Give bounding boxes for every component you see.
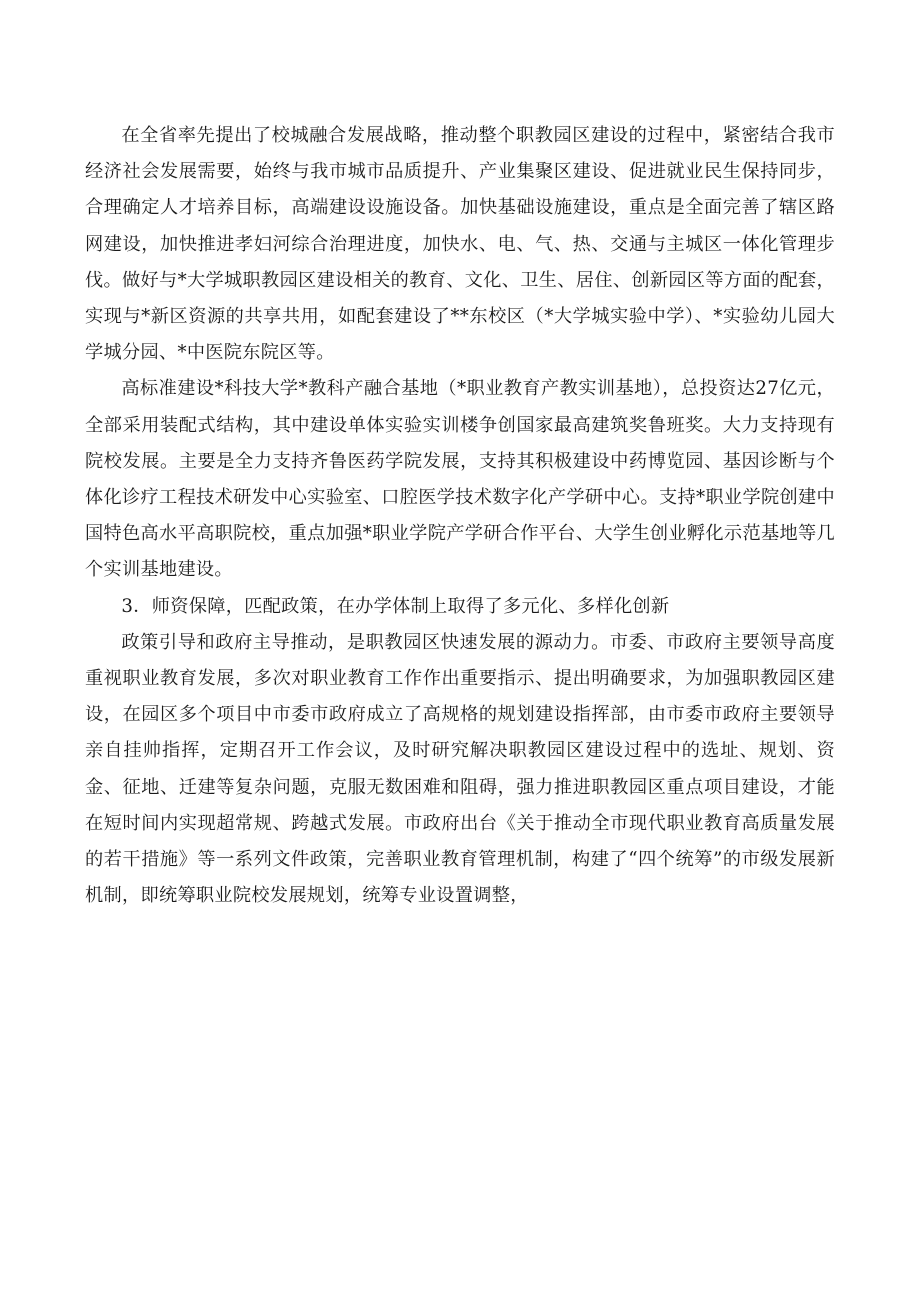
section-heading-teacher-support: 3．师资保障，匹配政策，在办学体制上取得了多元化、多样化创新 <box>121 595 670 617</box>
paragraph-training-base: 高标准建设*科技大学*教科产融合基地（*职业教育产教实训基地），总投资达27亿元，全部采用装配式结构，其中建设单体实验实训楼争创国家最高建筑奖鲁班奖。大力支持现有院校发展。主要是全力支持齐鲁医药学院发展，支持其积极建设中药博览园、基因诊断与个体化诊疗工程技术研发中心实验室、口腔医学技术数字化产学研中心。支持*职业学院创建中国特色高水平高职院校，重点加强*职业学院产学研合作平台、大学生创业孵化示范基地等几个实训基地建设。 <box>85 378 835 581</box>
paragraph-campus-city-integration: 在全省率先提出了校城融合发展战略，推动整个职教园区建设的过程中，紧密结合我市经济社会发展需要，始终与我市城市品质提升、产业集聚区建设、促进就业民生保持同步，合理确定人才培养目标，高端建设设施设备。加快基础设施建设，重点是全面完善了辖区路网建设，加快推进孝妇河综合治理进度，加快水、电、气、热、交通与主城区一体化管理步伐。做好与*大学城职教园区建设相关的教育、文化、卫生、居住、创新园区等方面的配套，实现与*新区资源的共享共用，如配套建设了**东校区（*大学城实验中学）、*实验幼儿园大学城分园、*中医院东院区等。 <box>85 125 835 364</box>
paragraph-policy-guidance: 政策引导和政府主导推动，是职教园区快速发展的源动力。市委、市政府主要领导高度重视职业教育发展，多次对职业教育工作作出重要指示、提出明确要求，为加强职教园区建设，在园区多个项目中市委市政府成立了高规格的规划建设指挥部，由市委市政府主要领导亲自挂帅指挥，定期召开工作会议，及时研究解决职教园区建设过程中的选址、规划、资金、征地、迁建等复杂问题，克服无数困难和阻碍，强力推进职教园区重点项目建设，才能在短时间内实现超常规、跨越式发展。市政府出台《关于推动全市现代职业教育高质量发展的若干措施》等一系列文件政策，完善职业教育管理机制，构建了“四个统筹”的市级发展新机制，即统筹职业院校发展规划，统筹专业设置调整， <box>85 631 835 907</box>
